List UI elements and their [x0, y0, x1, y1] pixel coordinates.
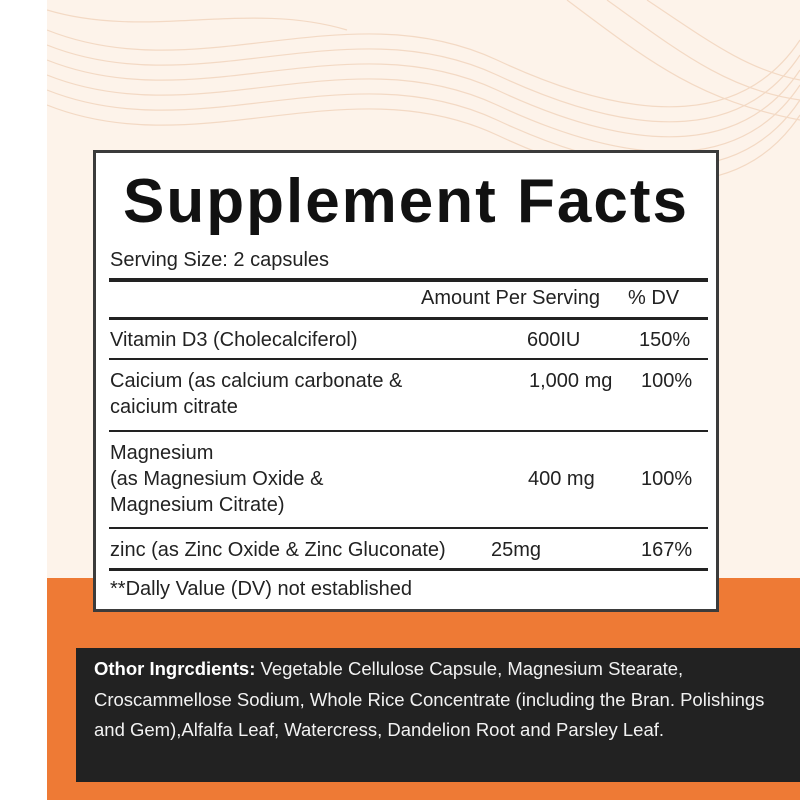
- header-dv: % DV: [628, 287, 680, 309]
- row-vitamin-d3-name: Vitamin D3 (Cholecalciferol): [110, 329, 358, 351]
- row-zinc-dv: 167%: [641, 539, 693, 561]
- footnote: **Dally Value (DV) not established: [110, 578, 413, 600]
- divider-thick: [109, 278, 708, 282]
- row-calcium-amount: 1,000 mg: [529, 370, 613, 392]
- row-calcium-name-line1: Caicium (as calcium carbonate &: [110, 370, 403, 392]
- row-vitamin-d3-dv: 150%: [639, 329, 691, 351]
- ingredients-label: Othor Ingrcdients:: [94, 658, 256, 679]
- divider-footer: [109, 568, 708, 571]
- serving-size: Serving Size: 2 capsules: [110, 249, 330, 271]
- facts-title: Supplement Facts: [123, 167, 689, 236]
- ingredients-text: Vegetable Cellulose Capsule, Magnesium Stearate, Croscammellose Sodium, Whole Rice Concentrate (including the Bran. Polishings and Gem),Alfalfa Leaf, Watercress, Dandelion Root and Parsley Leaf.: [94, 658, 765, 740]
- other-ingredients-band: [76, 648, 800, 782]
- row-magnesium-name-line3: Magnesium Citrate): [110, 494, 285, 516]
- row-zinc-amount: 25mg: [491, 539, 542, 561]
- row-magnesium-name-line1: Magnesium: [110, 442, 214, 464]
- row-magnesium-name-line2: (as Magnesium Oxide &: [110, 468, 324, 490]
- header-amount: Amount Per Serving: [421, 287, 600, 309]
- divider-row: [109, 527, 708, 529]
- divider-row: [109, 430, 708, 432]
- row-magnesium-dv: 100%: [641, 468, 693, 490]
- row-vitamin-d3-amount: 600IU: [527, 329, 581, 351]
- divider-header: [109, 317, 708, 320]
- row-calcium-dv: 100%: [641, 370, 693, 392]
- row-zinc-name: zinc (as Zinc Oxide & Zinc Gluconate): [110, 539, 446, 561]
- row-magnesium-amount: 400 mg: [528, 468, 595, 490]
- row-calcium-name-line2: caicium citrate: [110, 396, 238, 418]
- divider-row: [109, 358, 708, 360]
- supplement-facts-panel: [93, 150, 719, 612]
